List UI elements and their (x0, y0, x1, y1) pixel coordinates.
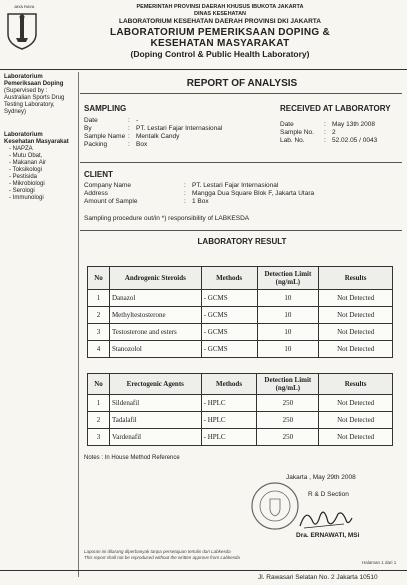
received-date: May 13th 2008 (332, 121, 376, 128)
divider (80, 230, 402, 231)
sidebar-heading-public-health-2: Kesehatan Masyarakat (4, 139, 69, 145)
table-row: 4 Stanozolol - GCMS 10 Not Detected (88, 341, 393, 358)
amount-of-sample: 1 Box (192, 198, 209, 205)
jakarta-emblem-icon (6, 6, 38, 50)
notes: Notes : In House Method Reference (84, 455, 180, 461)
letterhead (0, 0, 407, 70)
footnote-indonesian: Laporan ini dilarang diperbanyak tanpa persetujuan tertulis dari Labkesda (84, 549, 231, 554)
received-details (280, 121, 377, 145)
list-item: - Mutu Obat, (9, 153, 76, 160)
sidebar-text: (Supervised by : (4, 88, 48, 94)
government-line: PEMERINTAH PROVINSI DAERAH KHUSUS IBUKOTA JAKARTA (136, 4, 304, 10)
company-name: PT. Lestari Fajar Internasional (192, 182, 279, 189)
list-item: - Pestisida (9, 174, 76, 181)
list-item: - Makanan Air (9, 160, 76, 167)
column-header: Detection Limit (ng/mL) (257, 374, 319, 395)
list-item: - Toksikologi (9, 167, 76, 174)
place-date: Jakarta , May 29th 2008 (286, 474, 356, 481)
vertical-divider (78, 72, 79, 577)
header-title-line1: LABORATORIUM PEMERIKSAAN DOPING & (109, 27, 331, 38)
client-address: Mangga Dua Square Blok F, Jakarta Utara (192, 190, 315, 197)
report-title: REPORT OF ANALYSIS (186, 78, 298, 89)
table-header-row (88, 267, 393, 290)
list-item: - Mikrobiologi (9, 181, 76, 188)
sidebar-text: Sydney) (4, 109, 27, 115)
sampling-by: PT. Lestari Fajar Internasional (136, 125, 223, 132)
sampling-details (84, 117, 222, 149)
table-row: 1 Sildenafil - HPLC 250 Not Detected (88, 395, 393, 412)
lab-address: Jl. Rawasari Selatan No. 2 Jakarta 10510 (258, 574, 378, 581)
sample-number: 2 (332, 129, 336, 136)
client-row: Address : Mangga Dua Square Blok F, Jakarta Utara (84, 190, 315, 197)
list-item: - NAPZA (9, 146, 76, 153)
erectogenic-agents-table (87, 373, 393, 446)
sidebar-heading-public-health: Laboratorium (4, 132, 43, 138)
packing: Box (136, 141, 148, 148)
laboratory-line: LABORATORIUM KESEHATAN DAERAH PROVINSI DKI JAKARTA (119, 18, 321, 25)
client-row: Amount of Sample : 1 Box (84, 198, 209, 205)
section-name: R & D Section (308, 491, 349, 498)
column-header: Methods (201, 267, 257, 290)
column-header: Erectogenic Agents (109, 374, 201, 395)
page-number: Halaman 1 dari 1 (362, 560, 397, 565)
table-row: 3 Vardenafil - HPLC 250 Not Detected (88, 429, 393, 446)
sampling-row: Sample Name : Mentalk Candy (84, 133, 180, 140)
client-details (84, 182, 314, 206)
sidebar-text: Testing Laboratory, (4, 102, 55, 108)
divider (80, 93, 402, 94)
divider (0, 570, 407, 571)
sidebar-list (4, 146, 76, 202)
sample-name: Mentalk Candy (136, 133, 180, 140)
column-header: Methods (201, 374, 257, 395)
list-item: - Immunologi (9, 195, 76, 202)
sampling-row: By : PT. Lestari Fajar Internasional (84, 125, 223, 132)
column-header: Detection Limit (ng/mL) (257, 267, 319, 290)
client-row: Company Name : PT. Lestari Fajar Internasional (84, 182, 279, 189)
column-header: No (88, 267, 110, 290)
sidebar-heading-doping-2: Pemeriksaan Doping (4, 81, 64, 87)
sidebar-text: Australian Sports Drug (4, 95, 65, 101)
sampling-row: Date : - (84, 117, 139, 124)
divider (80, 162, 402, 163)
column-header: Results (319, 374, 393, 395)
received-title: RECEIVED AT LABORATORY (280, 104, 391, 113)
sidebar-heading-doping: Laboratorium (4, 74, 43, 80)
header-title-line3: (Doping Control & Public Health Laboratory) (130, 49, 310, 59)
sampling-date: - (136, 117, 139, 124)
column-header: Results (319, 267, 393, 290)
signature-icon (296, 506, 356, 532)
table-row: 3 Testosterone and esters - GCMS 10 Not Detected (88, 324, 393, 341)
lab-result-title: LABORATORY RESULT (197, 237, 287, 246)
table-row: 2 Methyltestosterone - GCMS 10 Not Detected (88, 307, 393, 324)
column-header: No (88, 374, 110, 395)
received-row: Sample No. : 2 (280, 129, 336, 136)
received-row: Date : May 13th 2008 (280, 121, 376, 128)
table-header-row (88, 374, 393, 395)
sampling-procedure: Sampling procedure out/in *) responsibility of LABKESDA (84, 215, 250, 222)
androgenic-steroids-table (87, 266, 393, 358)
header-title-line2: KESEHATAN MASYARAKAT (150, 38, 290, 49)
footnote-english: This report shall not be reproduced without the written approve from Labkesda (84, 555, 240, 560)
lab-number: 52.02.05 / 0043 (332, 137, 378, 144)
list-item: - Serologi (9, 188, 76, 195)
emblem-caption: JAYA RAYA (13, 4, 35, 9)
sampling-row: Packing : Box (84, 141, 148, 148)
signer-name: Dra. ERNAWATI, MSi (296, 532, 360, 539)
sampling-title: SAMPLING (84, 104, 127, 113)
table-row: 1 Danazol - GCMS 10 Not Detected (88, 290, 393, 307)
table-row: 2 Tadalafil - HPLC 250 Not Detected (88, 412, 393, 429)
client-title: CLIENT (84, 170, 113, 179)
received-row: Lab. No. : 52.02.05 / 0043 (280, 137, 378, 144)
department-line: DINAS KESEHATAN (193, 11, 247, 17)
official-stamp-icon (250, 481, 300, 531)
sidebar (4, 74, 76, 202)
column-header: Androgenic Steroids (109, 267, 201, 290)
